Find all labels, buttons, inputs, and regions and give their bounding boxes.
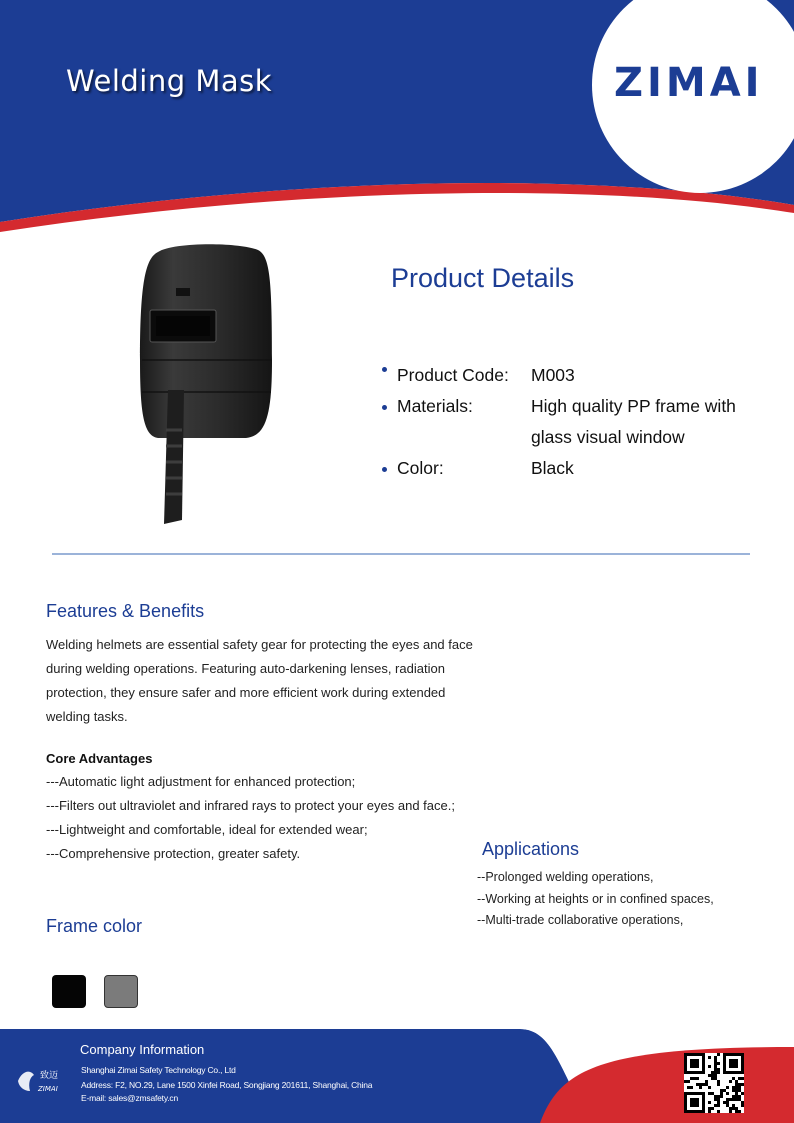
spec-list	[381, 360, 771, 484]
bullet-icon	[381, 360, 397, 391]
company-logo	[16, 1065, 70, 1097]
features-paragraph: Welding helmets are essential safety gear for protecting the eyes and face during welding operations. Featuring auto-darkening lenses, radiation protection, they ensure safer and more efficient work during extended welding tasks.	[46, 637, 473, 724]
color-swatch-gray	[104, 975, 138, 1008]
spec-label: Materials:	[397, 396, 473, 416]
company-info-title: Company Information	[80, 1042, 205, 1057]
page-title: Welding Mask	[66, 64, 273, 98]
spec-row-product-code	[381, 360, 771, 391]
bullet-icon	[381, 453, 397, 484]
welding-mask-image	[128, 240, 298, 530]
list-item: ---Comprehensive protection, greater safety.	[46, 846, 301, 861]
spec-value: Black	[531, 458, 574, 478]
list-item: ---Automatic light adjustment for enhanced protection;	[46, 774, 356, 789]
spec-label: Color:	[397, 458, 444, 478]
core-advantages-title: Core Advantages	[46, 751, 153, 766]
list-item: --Multi-trade collaborative operations,	[477, 913, 684, 927]
spec-value: High quality PP frame with glass visual window	[531, 396, 736, 447]
company-email[interactable]: E-mail: sales@zmsafety.cn	[81, 1093, 178, 1103]
applications-list	[477, 867, 777, 932]
color-swatch-black	[52, 975, 86, 1008]
list-item: ---Filters out ultraviolet and infrared rays to protect your eyes and face.;	[46, 798, 455, 813]
list-item: --Prolonged welding operations,	[477, 870, 654, 884]
spec-row-materials	[381, 391, 771, 453]
core-advantages-list	[46, 770, 506, 866]
spec-label: Product Code:	[397, 365, 509, 385]
spec-row-color	[381, 453, 771, 484]
bullet-icon	[381, 391, 397, 453]
svg-text:ZIMAI: ZIMAI	[38, 1085, 58, 1093]
applications-title: Applications	[482, 839, 580, 859]
header-background	[0, 0, 794, 240]
list-item: --Working at heights or in confined spaces,	[477, 891, 714, 906]
section-divider	[52, 553, 750, 555]
footer	[0, 1029, 794, 1123]
header-banner	[0, 0, 794, 240]
qr-code-icon	[684, 1053, 744, 1113]
company-address: Address: F2, NO.29, Lane 1500 Xinfei Road, Songjiang 201611, Shanghai, China	[81, 1080, 373, 1090]
brand-logo: ZIMAI	[614, 60, 764, 106]
features-title: Features & Benefits	[46, 601, 205, 621]
product-details-title: Product Details	[391, 263, 575, 293]
svg-text:致迈: 致迈	[40, 1071, 59, 1081]
spec-value: M003	[531, 365, 575, 385]
frame-color-title: Frame color	[46, 916, 143, 936]
list-item: ---Lightweight and comfortable, ideal for extended wear;	[46, 822, 368, 837]
company-name: Shanghai Zimai Safety Technology Co., Ltd	[81, 1065, 236, 1075]
